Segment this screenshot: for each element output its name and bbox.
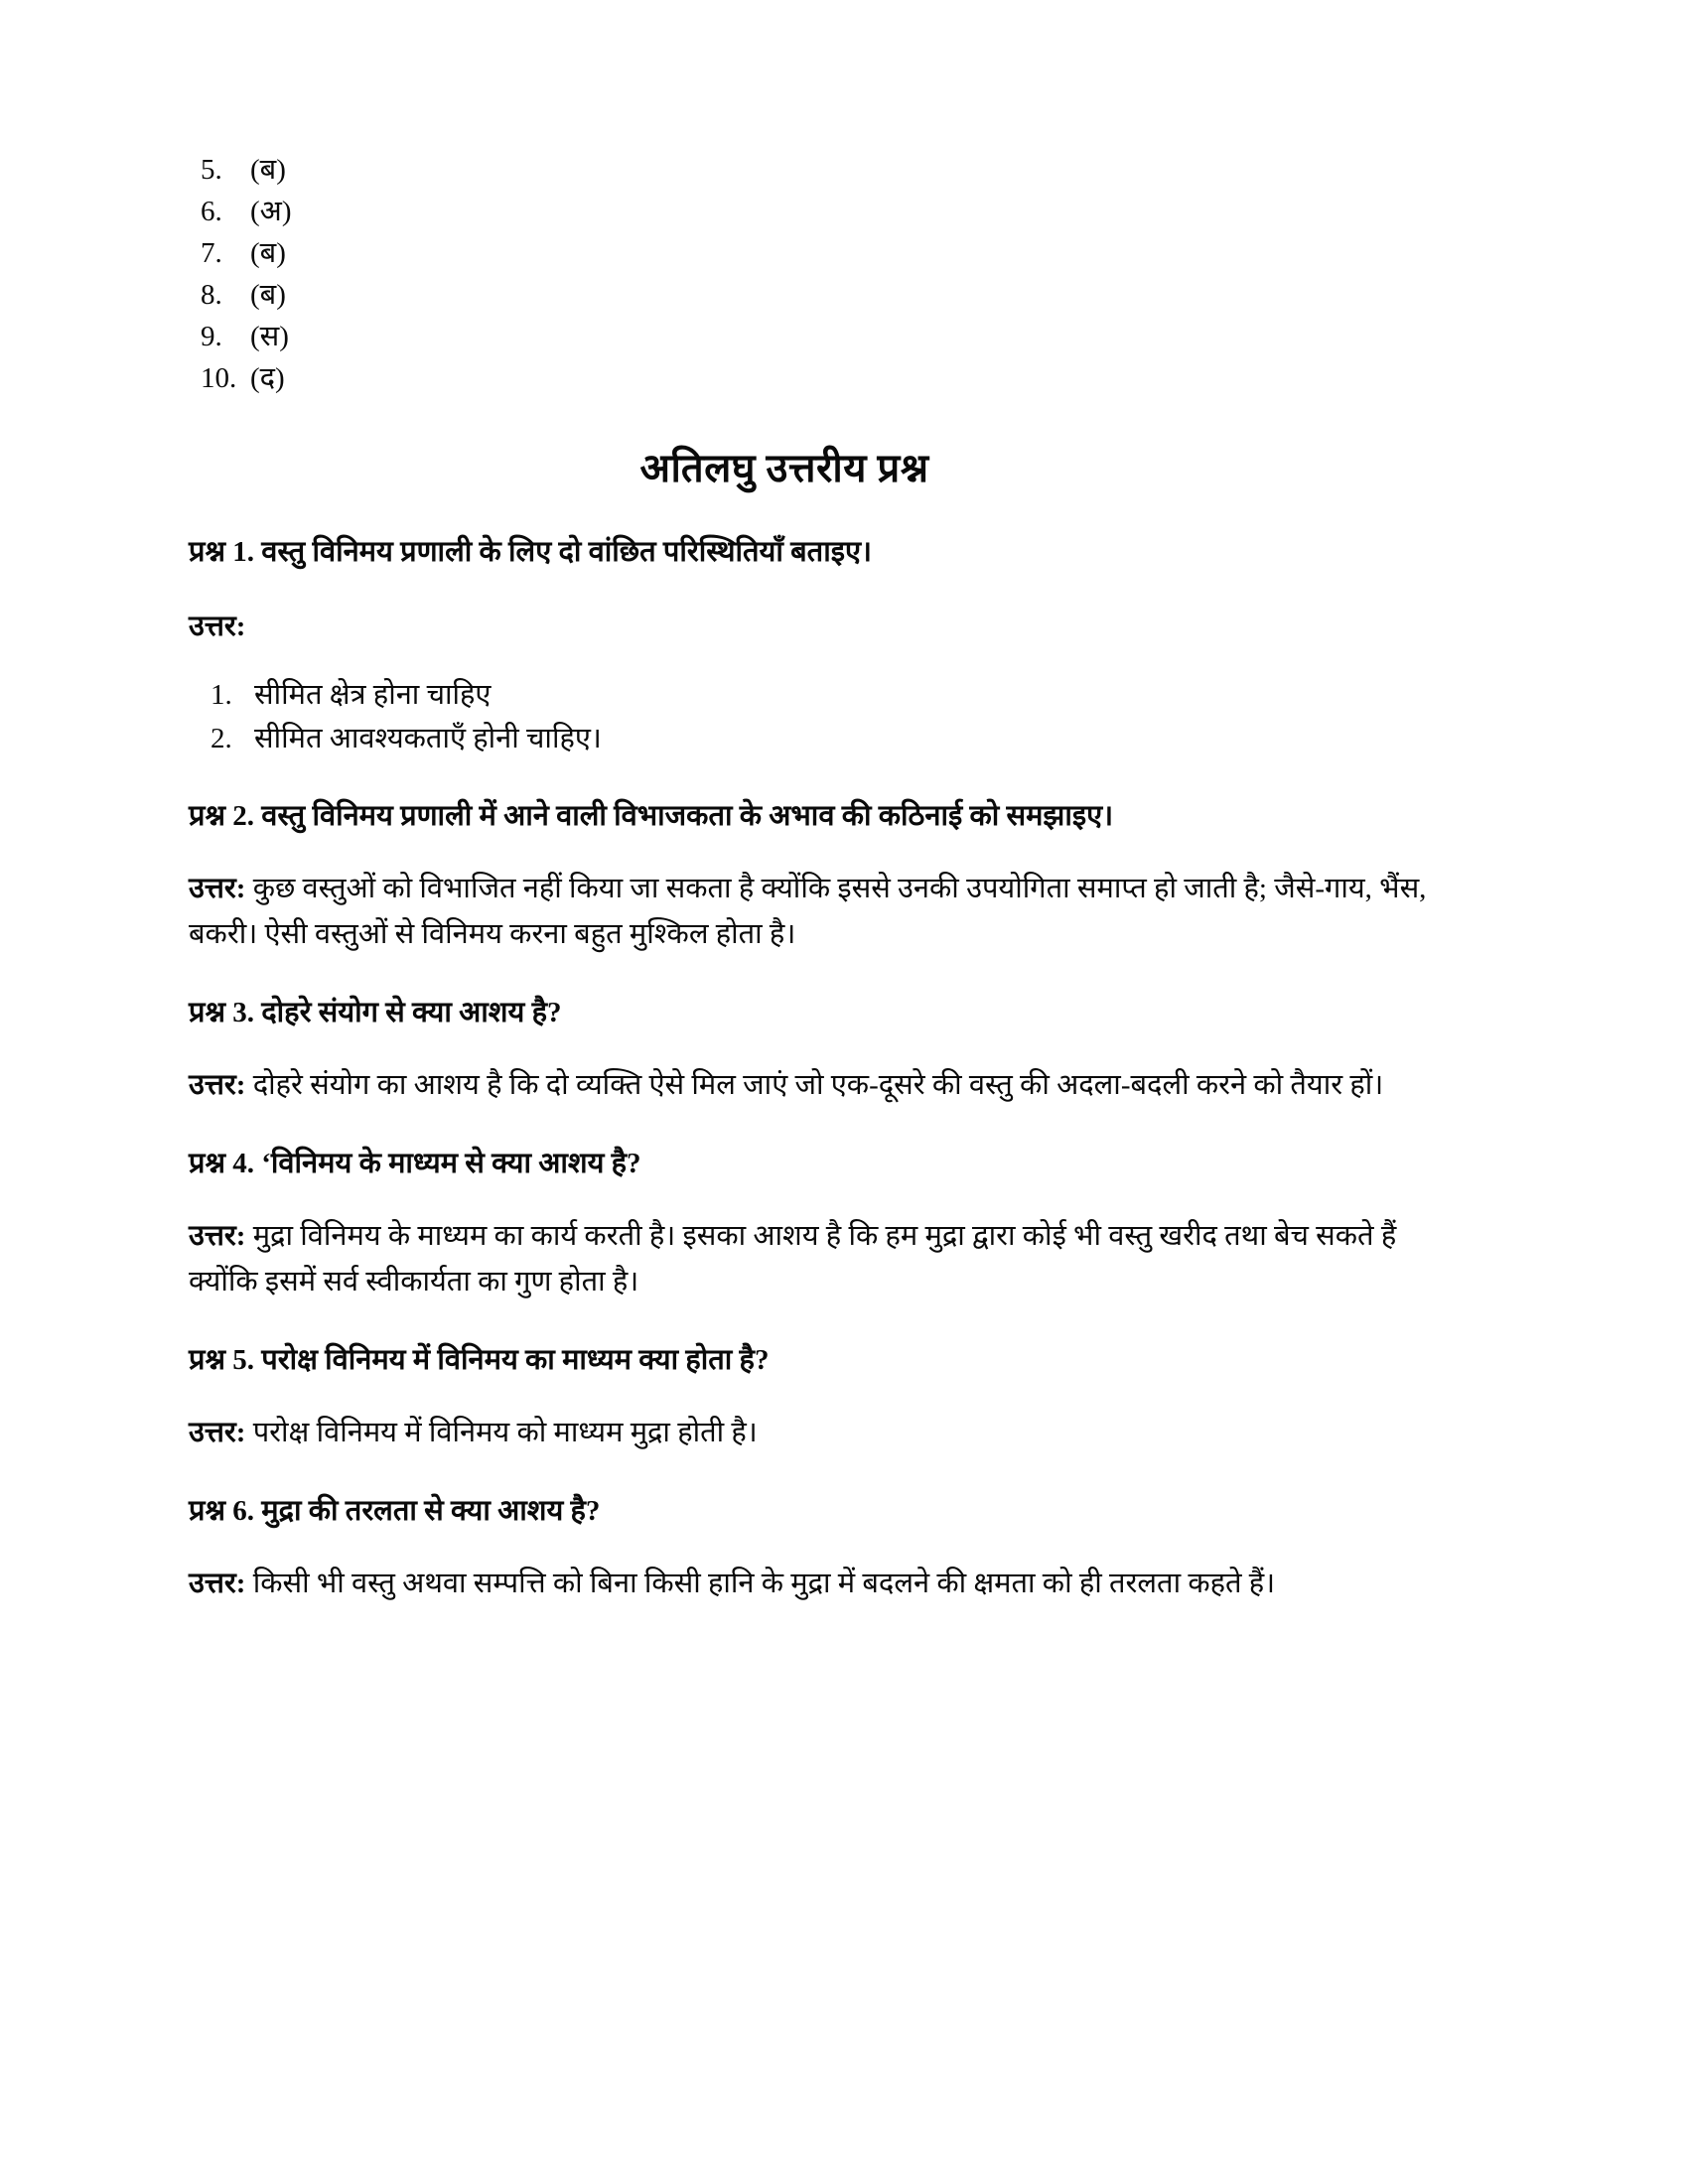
answer-key-value: (ब) (250, 279, 286, 311)
sub-item-text: सीमित आवश्यकताएँ होनी चाहिए। (254, 723, 602, 754)
answer-label: उत्तर: (189, 1417, 246, 1448)
sub-item-number: 2. (211, 723, 232, 754)
list-item (189, 149, 1440, 191)
answer-label: उत्तर: (189, 873, 246, 904)
answer-text: दोहरे संयोग का आशय है कि दो व्यक्ति ऐसे मिल जाएं जो एक-दूसरे की वस्तु की अदला-बदली करने को तैयार हों। (252, 1069, 1384, 1101)
answer-paragraph (189, 1062, 1440, 1108)
answer-text: कुछ वस्तुओं को विभाजित नहीं किया जा सकता है क्योंकि इससे उनकी उपयोगिता समाप्त हो जाती है; जैसे-गाय, भैंस, बकरी। ऐसी वस्तुओं से विनिमय करना बहुत मुश्किल होता है। (189, 873, 1427, 950)
qa-block-6 (189, 1489, 1440, 1606)
answer-label: उत्तर: (189, 1220, 246, 1252)
answer-label: उत्तर: (189, 611, 246, 642)
answer-key-value: (ब) (250, 237, 286, 269)
question-text: प्रश्न 5. परोक्ष विनिमय में विनिमय का माध्यम क्या होता है? (189, 1344, 770, 1376)
list-item (189, 191, 1440, 232)
page-title: अतिलघु उत्तरीय प्रश्न (639, 446, 929, 490)
list-item (189, 357, 1440, 399)
answer-paragraph (189, 866, 1440, 957)
list-item (189, 232, 1440, 274)
answer-key-number: 9. (201, 321, 222, 352)
question-text: प्रश्न 2. वस्तु विनिमय प्रणाली में आने वाली विभाजकता के अभाव की कठिनाई को समझाइए। (189, 800, 1114, 832)
answer-key-number: 7. (201, 237, 222, 269)
question-text: प्रश्न 6. मुद्रा की तरलता से क्या आशय है? (189, 1495, 601, 1527)
answer-key-number: 5. (201, 154, 222, 186)
answer-paragraph (189, 1561, 1440, 1606)
answer-label: उत्तर: (189, 1568, 246, 1599)
answer-paragraph (189, 1213, 1440, 1304)
list-item (189, 673, 1440, 717)
sub-item-number: 1. (211, 679, 232, 711)
list-item (189, 274, 1440, 316)
answer-text: मुद्रा विनिमय के माध्यम का कार्य करती है। इसका आशय है कि हम मुद्रा द्वारा कोई भी वस्तु खरीद तथा बेच सकते हैं क्योंकि इसमें सर्व स्वीकार्यता का गुण होता है। (189, 1220, 1397, 1297)
qa-block-1 (189, 530, 1440, 760)
qa-block-3 (189, 991, 1440, 1108)
answer-key-value: (द) (250, 362, 285, 394)
question-text: प्रश्न 1. वस्तु विनिमय प्रणाली के लिए दो वांछित परिस्थितियाँ बताइए। (189, 536, 872, 568)
list-item (189, 316, 1440, 357)
answer-sub-list (189, 673, 1440, 760)
qa-block-2 (189, 794, 1440, 957)
answer-text: किसी भी वस्तु अथवा सम्पत्ति को बिना किसी हानि के मुद्रा में बदलने की क्षमता को ही तरलता कहते हैं। (252, 1568, 1276, 1599)
answer-key-value: (अ) (250, 196, 292, 227)
answer-text: परोक्ष विनिमय में विनिमय को माध्यम मुद्रा होती है। (252, 1417, 758, 1448)
answer-paragraph (189, 1410, 1440, 1455)
answer-label: उत्तर: (189, 1069, 246, 1101)
answer-key-number: 6. (201, 196, 222, 227)
qa-block-4 (189, 1142, 1440, 1304)
question-text: प्रश्न 4. ‘विनिमय के माध्यम से क्या आशय है? (189, 1148, 641, 1179)
answer-key-value: (स) (250, 321, 289, 352)
qa-block-5 (189, 1338, 1440, 1455)
answer-paragraph (189, 604, 1440, 649)
answer-key-number: 8. (201, 279, 222, 311)
answer-key-value: (ब) (250, 154, 286, 186)
answer-key-number: 10. (201, 362, 237, 394)
mcq-answer-key-list (189, 149, 1440, 399)
question-text: प्रश्न 3. दोहरे संयोग से क्या आशय है? (189, 997, 562, 1028)
sub-item-text: सीमित क्षेत्र होना चाहिए (254, 679, 492, 711)
list-item (189, 717, 1440, 760)
